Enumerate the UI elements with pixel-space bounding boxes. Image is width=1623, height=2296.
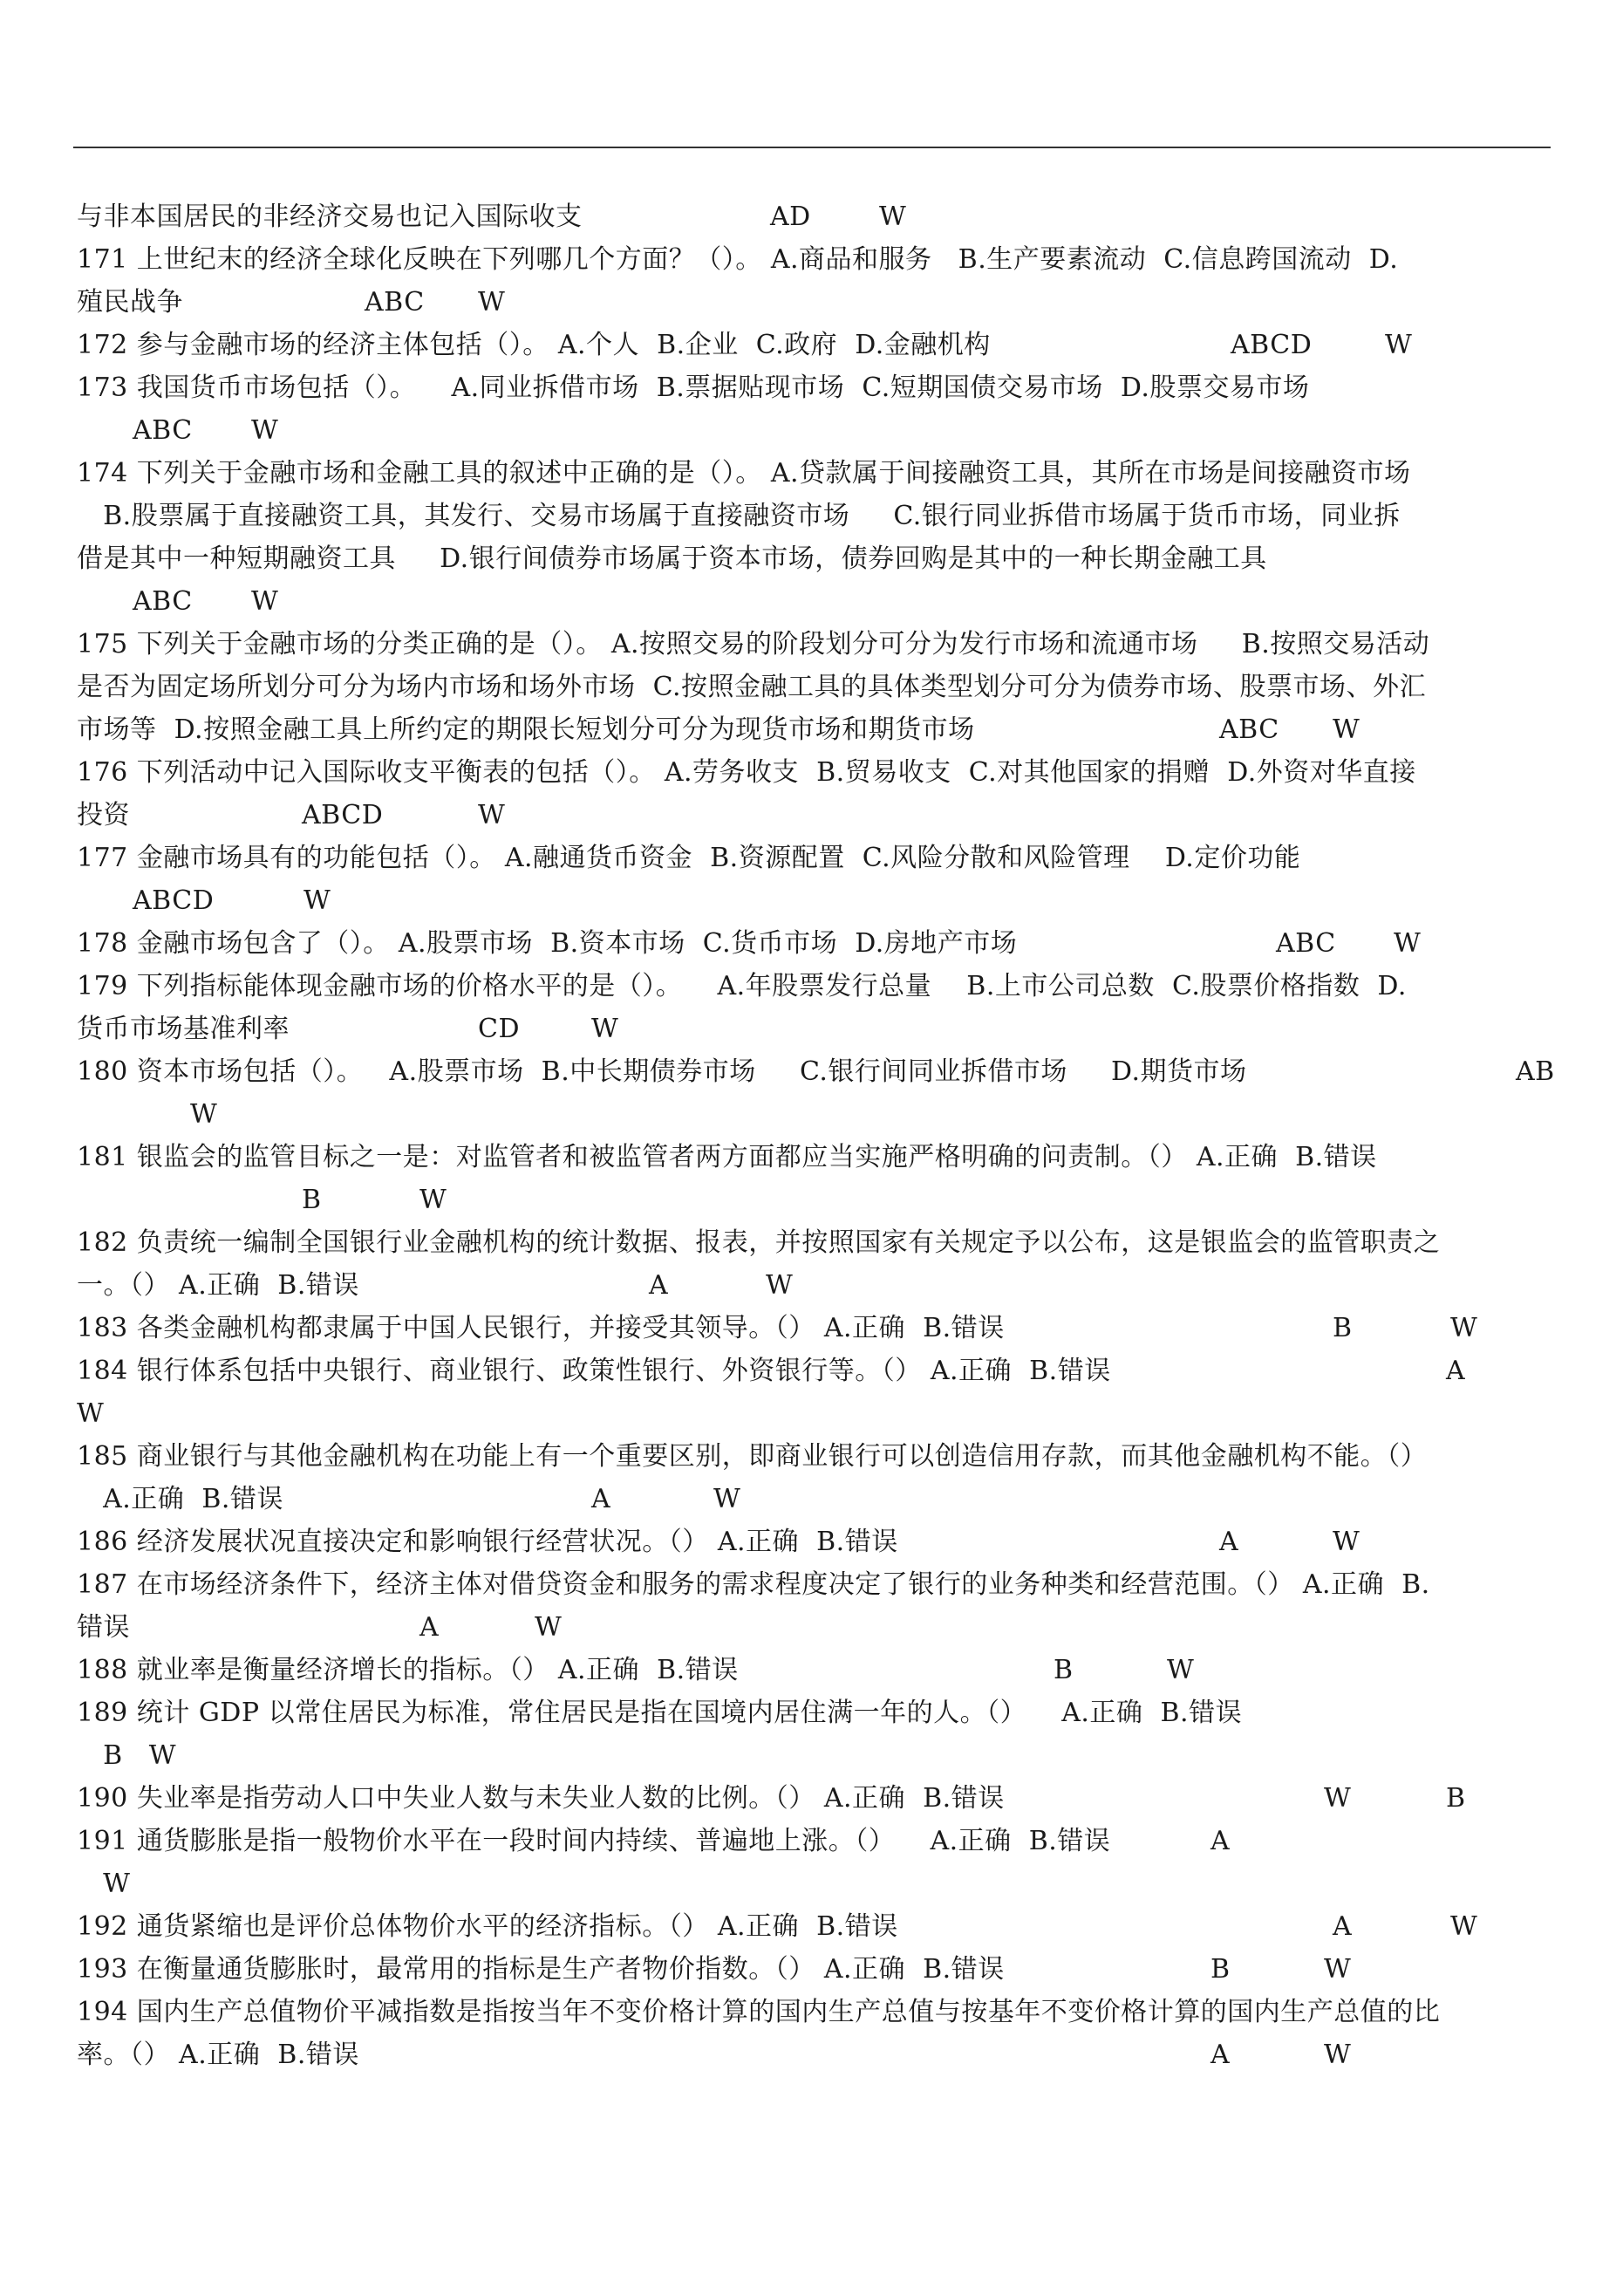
question-text: B W (77, 1740, 177, 1771)
question-text: 177 金融市场具有的功能包括（）。 A.融通货币资金 B.资源配置 C.风险分散和风险管理 D.定价功能 (77, 843, 1301, 873)
mark-w: W (1167, 1655, 1195, 1685)
question-text: 殖民战争 (77, 287, 183, 318)
question-line (77, 495, 1551, 537)
question-line (77, 1221, 1551, 1264)
mark-w: W (1333, 1527, 1360, 1557)
question-text: 175 下列关于金融市场的分类正确的是（）。 A.按照交易的阶段划分可分为发行市场和流通市场 B.按照交易活动 (77, 629, 1430, 659)
mark-w: W (591, 1014, 619, 1044)
answer-key: A (1219, 1527, 1239, 1557)
question-line (77, 922, 1551, 965)
mark-w: W (879, 202, 907, 232)
mark-w: W (1324, 1954, 1352, 1985)
answer-key: ABC (1219, 714, 1279, 745)
mark-w: W (1450, 1313, 1478, 1343)
question-text: 是否为固定场所划分可分为场内市场和场外市场 C.按照金融工具的具体类型划分可分为债券市场、股票市场、外汇 (77, 672, 1426, 702)
mark-w: W (535, 1612, 563, 1643)
question-line (77, 751, 1551, 794)
question-text: 货币市场基准利率 (77, 1014, 290, 1044)
question-text: 176 下列活动中记入国际收支平衡表的包括（）。 A.劳务收支 B.贸易收支 C.对其他国家的捐赠 D.外资对华直接 (77, 757, 1416, 788)
answer-key: ABC (1276, 928, 1336, 959)
question-line (77, 537, 1551, 580)
question-text: 错误 (77, 1612, 130, 1643)
question-line (77, 879, 1551, 922)
question-line (77, 1777, 1551, 1820)
question-text: 与非本国居民的非经济交易也记入国际收支 (77, 202, 583, 232)
answer-key: A (1446, 1356, 1466, 1386)
question-text: 173 我国货币市场包括（）。 A.同业拆借市场 B.票据贴现市场 C.短期国债交易市场 D.股票交易市场 (77, 372, 1310, 403)
question-line (77, 2033, 1551, 2076)
answer-key: A (649, 1270, 669, 1301)
question-line (77, 1606, 1551, 1649)
answer-key: ABC (133, 586, 193, 617)
question-line (77, 1050, 1555, 1093)
answer-key: A (1333, 1911, 1353, 1942)
mark-w: W (1385, 330, 1413, 360)
question-list (77, 195, 1555, 2076)
question-line (77, 666, 1551, 708)
mark-w: W (419, 1185, 447, 1215)
question-line (77, 1649, 1551, 1691)
question-line (77, 708, 1551, 751)
question-text: 一。（） A.正确 B.错误 (77, 1270, 359, 1301)
question-text: 186 经济发展状况直接决定和影响银行经营状况。（） A.正确 B.错误 (77, 1527, 898, 1557)
mark-w: W (1324, 2040, 1352, 2070)
answer-key: B (1210, 1954, 1231, 1985)
answer-key: ABCD (302, 800, 384, 830)
question-text: 189 统计 GDP 以常住居民为标准，常住居民是指在国境内居住满一年的人。（） A.正确 B.错误 (77, 1698, 1243, 1728)
question-text: 184 银行体系包括中央银行、商业银行、政策性银行、外资银行等。（） A.正确 B.错误 (77, 1356, 1111, 1386)
question-text: 191 通货膨胀是指一般物价水平在一段时间内持续、普遍地上涨。（） A.正确 B.错误 (77, 1826, 1111, 1856)
answer-key: AB (1516, 1056, 1555, 1087)
question-line (77, 1350, 1551, 1392)
answer-key: ABCD (1231, 330, 1313, 360)
question-line (77, 1093, 1551, 1136)
question-text: 率。（） A.正确 B.错误 (77, 2040, 359, 2070)
question-line (77, 1948, 1551, 1991)
answer-key: ABCD (133, 885, 215, 916)
question-text: 188 就业率是衡量经济增长的指标。（） A.正确 B.错误 (77, 1655, 739, 1685)
question-line (77, 1905, 1551, 1948)
mark-w: W (251, 415, 279, 446)
question-text: 190 失业率是指劳动人口中失业人数与未失业人数的比例。（） A.正确 B.错误 (77, 1783, 1005, 1814)
answer-key: B (1054, 1655, 1074, 1685)
question-text: W (77, 1869, 131, 1899)
question-line (77, 1008, 1551, 1050)
question-line (77, 452, 1551, 495)
mark-w: W (478, 287, 506, 318)
question-line (77, 1179, 1551, 1221)
answer-key: B (302, 1185, 322, 1215)
mark-w: W (1333, 714, 1360, 745)
question-line (77, 366, 1551, 409)
question-line (77, 1691, 1551, 1734)
question-line (77, 195, 1551, 238)
question-line (77, 1734, 1551, 1777)
question-line (77, 1991, 1551, 2033)
question-line (77, 1136, 1551, 1179)
mark-w: W (713, 1484, 741, 1514)
mark-w: W (303, 885, 331, 916)
answer-key: A (591, 1484, 611, 1514)
question-line (77, 794, 1551, 837)
question-text: 借是其中一种短期融资工具 D.银行间债券市场属于资本市场，债券回购是其中的一种长期金融工具 (77, 543, 1267, 574)
question-text: 192 通货紧缩也是评价总体物价水平的经济指标。（） A.正确 B.错误 (77, 1911, 898, 1942)
answer-key: A (1210, 2040, 1231, 2070)
mark-w: W (1450, 1911, 1478, 1942)
question-text: 174 下列关于金融市场和金融工具的叙述中正确的是（）。 A.贷款属于间接融资工具，其所在市场是间接融资市场 (77, 458, 1411, 489)
question-line (77, 281, 1551, 324)
answer-key: ABC (133, 415, 193, 446)
question-text: 185 商业银行与其他金融机构在功能上有一个重要区别，即商业银行可以创造信用存款，而其他金融机构不能。（） (77, 1441, 1428, 1472)
question-line (77, 1392, 1551, 1435)
question-line (77, 623, 1551, 666)
question-line (77, 409, 1551, 452)
mark-w: W (251, 586, 279, 617)
answer-key: B (1446, 1783, 1466, 1814)
mark-w: W (478, 800, 506, 830)
question-text: 172 参与金融市场的经济主体包括（）。 A.个人 B.企业 C.政府 D.金融机构 (77, 330, 991, 360)
question-line (77, 1435, 1551, 1478)
question-line (77, 837, 1551, 879)
header-rule (73, 147, 1551, 148)
question-text: 171 上世纪末的经济全球化反映在下列哪几个方面？（）。 A.商品和服务 B.生产要素流动 C.信息跨国流动 D. (77, 244, 1399, 275)
answer-key: A (1210, 1826, 1231, 1856)
question-text: 178 金融市场包含了（）。 A.股票市场 B.资本市场 C.货币市场 D.房地产市场 (77, 928, 1018, 959)
answer-key: AD (770, 202, 811, 232)
answer-key: ABC (365, 287, 425, 318)
question-text: 179 下列指标能体现金融市场的价格水平的是（）。 A.年股票发行总量 B.上市公司总数 C.股票价格指数 D. (77, 971, 1407, 1001)
mark-w: W (190, 1099, 218, 1130)
question-text: 182 负责统一编制全国银行业金融机构的统计数据、报表，并按照国家有关规定予以公布，这是银监会的监管职责之 (77, 1227, 1441, 1258)
question-text: 183 各类金融机构都隶属于中国人民银行，并接受其领导。（） A.正确 B.错误 (77, 1313, 1005, 1343)
question-line (77, 1862, 1551, 1905)
question-text: W (77, 1398, 105, 1429)
question-line (77, 324, 1551, 366)
question-line (77, 1820, 1551, 1862)
question-text: 市场等 D.按照金融工具上所约定的期限长短划分可分为现货市场和期货市场 (77, 714, 975, 745)
question-text: 投资 (77, 800, 130, 830)
question-line (77, 1520, 1551, 1563)
question-text: 187 在市场经济条件下，经济主体对借贷资金和服务的需求程度决定了银行的业务种类和经营范围。（） A.正确 B. (77, 1569, 1430, 1600)
answer-key: CD (478, 1014, 521, 1044)
mark-w: W (1394, 928, 1422, 959)
question-line (77, 1307, 1551, 1350)
question-text: 194 国内生产总值物价平减指数是指按当年不变价格计算的国内生产总值与按基年不变价格计算的国内生产总值的比 (77, 1997, 1441, 2027)
question-line (77, 1563, 1551, 1606)
question-text: 181 银监会的监管目标之一是：对监管者和被监管者两方面都应当实施严格明确的问责制。（） A.正确 B.错误 (77, 1142, 1377, 1172)
question-text: 193 在衡量通货膨胀时，最常用的指标是生产者物价指数。（） A.正确 B.错误 (77, 1954, 1005, 1985)
answer-key: A (419, 1612, 440, 1643)
question-text: B.股票属于直接融资工具，其发行、交易市场属于直接融资市场 C.银行同业拆借市场属于货币市场，同业拆 (77, 501, 1401, 531)
mark-w: W (766, 1270, 794, 1301)
question-line (77, 238, 1551, 281)
question-line (77, 580, 1551, 623)
answer-key: B (1333, 1313, 1353, 1343)
question-line (77, 1264, 1551, 1307)
question-text: 180 资本市场包括（）。 A.股票市场 B.中长期债券市场 C.银行间同业拆借市场 D.期货市场 (77, 1056, 1247, 1087)
question-text: A.正确 B.错误 (77, 1484, 283, 1514)
mark-w: W (1324, 1783, 1352, 1814)
question-line (77, 1478, 1551, 1520)
question-line (77, 965, 1551, 1008)
